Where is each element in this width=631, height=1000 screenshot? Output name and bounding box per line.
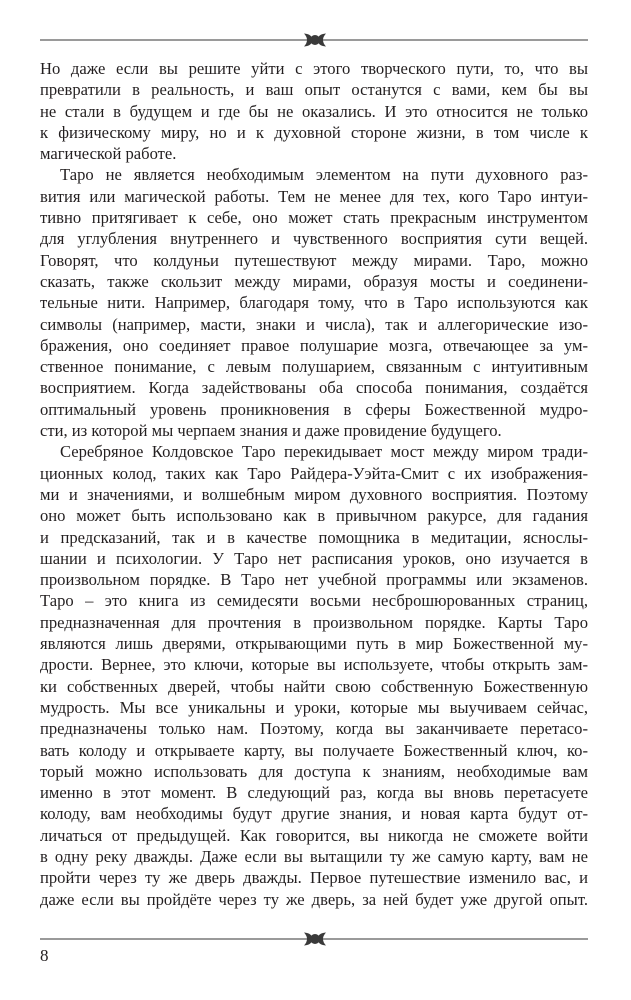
text-line: ственное понимание, с левым полушарием, связанным с интуитивным: [40, 357, 588, 377]
text-line: дрости. Вернее, это ключи, которые вы используете, чтобы открыть зам-: [40, 655, 588, 675]
text-line: ми и значениями, и волшебным миром духовного восприятия. Поэтому: [40, 484, 588, 504]
text-line: оно может быть использовано как в привычном ракурсе, для гадания: [40, 506, 588, 526]
text-line: именно в этот момент. В следующий раз, когда вы вновь перетасуете: [40, 783, 588, 803]
text-line: мудрость. Мы все уникальны и уроки, которые мы выучиваем сейчас,: [40, 697, 588, 717]
text-line: для углубления внутреннего и чувственного восприятия сути вещей.: [40, 229, 588, 249]
text-line: тельные нити. Например, благодаря тому, что в Таро используются как: [40, 293, 588, 313]
text-line: Говорят, что колдуньи путешествуют между мирами. Таро, можно: [40, 250, 588, 270]
text-line: Таро – это книга из семидесяти восьми несброшюрованных страниц,: [40, 591, 588, 611]
text-line: магической работе.: [40, 144, 177, 164]
text-line: вития или магической работы. Тем не менее для тех, кого Таро интуи-: [40, 186, 588, 206]
text-line: являются лишь дверями, открывающими путь в мир Божественной му-: [40, 634, 588, 654]
text-line: предназначены только нам. Поэтому, когда вы заканчиваете перетасо-: [40, 719, 588, 739]
text-line: ционных колод, таких как Таро Райдера-Уэйта-Смит с их изображения-: [40, 463, 588, 483]
text-line: сти, из которой мы черпаем знания и даже провидение будущего.: [40, 421, 502, 441]
text-line: даже если вы пройдёте через ту же дверь, за ней будет уже другой опыт.: [40, 889, 588, 909]
text-line: оптимальный уровень проникновения в сферы Божественной мудро-: [40, 399, 588, 419]
text-line: ки собственных дверей, чтобы найти свою собственную Божественную: [40, 676, 588, 696]
text-line: к физическому миру, но и к духовной стороне жизни, в том числе к: [40, 122, 588, 142]
triple-moon-icon: [303, 932, 327, 946]
text-line: Но даже если вы решите уйти с этого творческого пути, то, что вы: [40, 59, 588, 78]
page-number: 8: [40, 946, 49, 965]
text-line: в одну реку дважды. Даже если вы вытащили ту же самую карту, вам не: [40, 846, 588, 866]
text-line: предназначенная для прочтения в произвольном порядке. Карты Таро: [40, 612, 588, 632]
text-line: колоду, вам необходимы будут другие знания, и новая карта будут от-: [40, 804, 588, 824]
text-line: торый можно использовать для доступа к знаниям, необходимые вам: [40, 761, 588, 781]
paragraph-3: [40, 441, 588, 910]
text-line: Таро не является необходимым элементом на пути духовного раз-: [60, 165, 588, 185]
paragraph-2: [40, 164, 588, 441]
text-line: не стали в будущем и где бы не оказались. И это относится не только: [40, 101, 588, 121]
text-line: произвольном порядке. В Таро нет учебной программы или экзаменов.: [40, 570, 588, 590]
text-line: бражения, оно соединяет правое полушарие мозга, отвечающее за ум-: [40, 335, 588, 355]
paragraph-1: [40, 58, 588, 164]
text-line: превратили в реальность, и ваш опыт останутся с вами, кем бы вы: [40, 80, 588, 100]
body-text: [40, 58, 588, 910]
text-line: шании и психологии. У Таро нет расписания уроков, оно изучается в: [40, 548, 588, 568]
text-line: тивно притягивает к себе, оно может стать прекрасным инструментом: [40, 208, 588, 228]
text-line: и предсказаний, так и в качестве помощника в медитации, яснослы-: [40, 527, 588, 547]
text-line: Серебряное Колдовское Таро перекидывает мост между миром тради-: [60, 442, 588, 462]
text-line: пройти через ту же дверь дважды. Первое путешествие изменило вас, и: [40, 868, 588, 888]
text-line: символы (например, масти, знаки и числа), так и аллегорические изо-: [40, 314, 588, 334]
text-line: личаться от предыдущей. Как говорится, вы никогда не сможете войти: [40, 825, 588, 845]
text-line: вать колоду и открываете карту, вы получаете Божественный ключ, ко-: [40, 740, 588, 760]
triple-moon-icon: [303, 33, 327, 47]
text-line: восприятием. Когда задействованы оба способа понимания, создаётся: [40, 378, 588, 398]
text-line: сказать, также скользит между мирами, образуя мосты и соединени-: [40, 271, 588, 291]
